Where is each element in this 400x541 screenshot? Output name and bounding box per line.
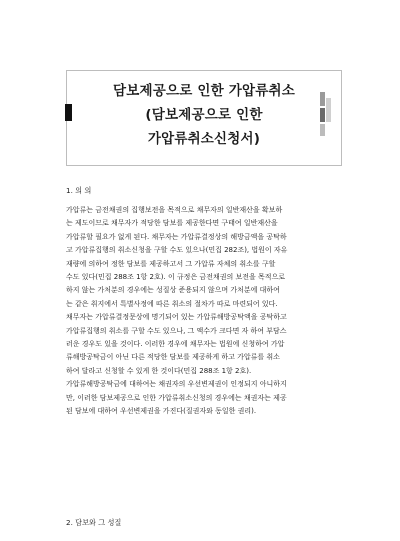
body-line: 가압류해방공탁금에 대하여는 채권자의 우선변제권이 인정되지 아니하지	[66, 380, 287, 389]
body-line: 가압류할 필요가 없게 된다. 채무자는 가압류결정상의 해방금액을 공탁하	[66, 232, 287, 241]
title-line-1: 담보제공으로 인한 가압류취소	[113, 83, 295, 99]
body-line: 는 제도이므로 채무자가 적당한 담보를 제공한다면 구태여 일반재산을	[66, 219, 278, 228]
body-line: 류해방공탁금이 아닌 다른 적당한 담보를 제공하게 하고 가압류를 취소	[66, 353, 280, 362]
section-heading-2: 2. 담보와 그 성질	[66, 518, 122, 527]
body-line: 가압류는 금전채권의 집행보전을 목적으로 채무자의 일반재산을 확보하	[66, 206, 283, 214]
title-line-3: 가압류취소신청서)	[147, 131, 261, 147]
document-title	[67, 79, 341, 151]
body-line: 는 같은 취지에서 특별사정에 따른 취소의 절차가 따로 마련되어 있다.	[66, 299, 278, 308]
body-paragraphs	[66, 204, 342, 419]
title-box	[66, 70, 342, 166]
body-line: 하여 달라고 신청할 수 있게 한 것이다(민집 288조 1항 2호).	[66, 366, 252, 375]
body-line: 하지 않는 가처분의 경우에는 성질상 준용되지 않으며 가처분에 대하여	[66, 286, 280, 295]
section-heading-1: 1. 의 의	[66, 186, 92, 195]
title-left-marker	[65, 104, 72, 121]
title-line-2: (담보제공으로 인한	[145, 107, 263, 123]
body-line: 재량에 의하여 정한 담보를 제공하고서 그 가압류 자체의 취소를 구할	[66, 259, 276, 268]
body-line: 채무자는 가압류결정문상에 명기되어 있는 가압류해방공탁액을 공탁하고	[66, 313, 287, 322]
body-line: 수도 있다(민집 288조 1항 2호). 이 규정은 금전채권의 보전을 목적으로	[66, 273, 286, 282]
title-right-decoration	[320, 92, 330, 136]
body-line: 된 담보에 대하여 우선변제권을 가진다(질권자와 동일한 권리).	[66, 407, 257, 416]
body-line: 가압류집행의 취소를 구할 수도 있으나, 그 액수가 크다면 자 하여 부담스	[66, 326, 287, 335]
body-line: 러운 경우도 있을 것이다. 이러한 경우에 채무자는 법원에 신청하여 가압	[66, 340, 285, 349]
body-line: 만, 이러한 담보제공으로 인한 가압류취소신청의 경우에는 채권자는 제공	[66, 393, 287, 402]
body-line: 고 가압류집행의 취소신청을 구할 수도 있으나(민집 282조), 법원이 자유	[66, 246, 288, 255]
